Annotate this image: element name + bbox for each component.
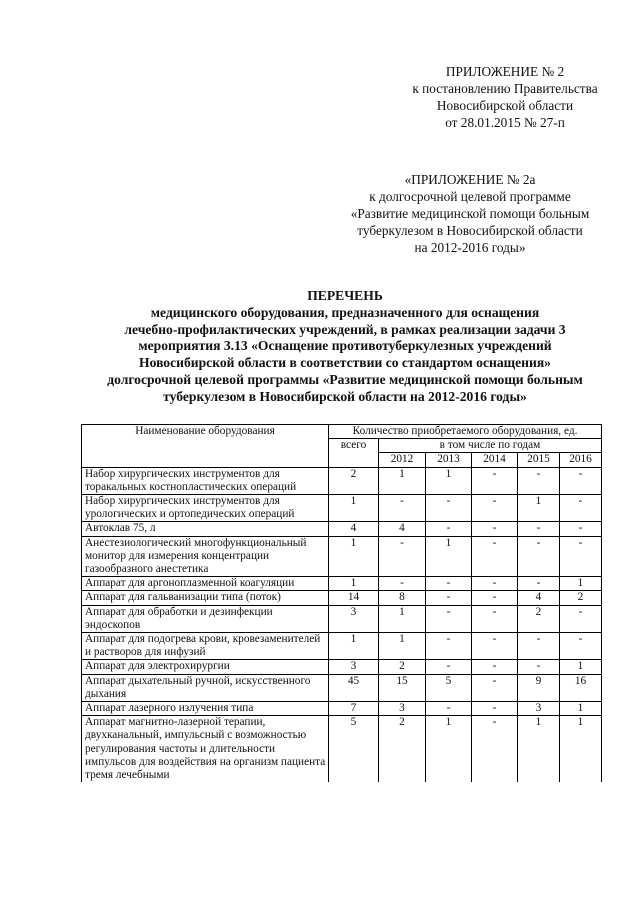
quantity-2012: 3 xyxy=(379,702,426,716)
quantity-2013: - xyxy=(426,522,472,536)
quantity-2012: - xyxy=(379,577,426,591)
equipment-table xyxy=(81,424,602,782)
quantity-2014: - xyxy=(472,633,518,660)
equipment-name: Аппарат лазерного излучения типа xyxy=(82,702,329,716)
quantity-2012: 1 xyxy=(379,633,426,660)
quantity-total: 5 xyxy=(329,716,379,783)
quantity-2013: - xyxy=(426,702,472,716)
appendix-header xyxy=(400,63,610,131)
appendix-date: от 28.01.2015 № 27-п xyxy=(445,115,565,130)
column-header-quantity: Количество приобретаемого оборудования, ед. xyxy=(329,425,602,439)
quantity-2013: 1 xyxy=(426,536,472,577)
quantity-2014: - xyxy=(472,660,518,674)
quantity-total: 3 xyxy=(329,660,379,674)
quantity-2014: - xyxy=(472,522,518,536)
title-line: мероприятия 3.13 «Оснащение противотуберкулезных учреждений xyxy=(138,338,552,354)
title-line: медицинского оборудования, предназначенного для оснащения xyxy=(150,304,540,320)
quantity-2016: - xyxy=(560,467,602,494)
quantity-2014: - xyxy=(472,674,518,701)
title-line: туберкулезом в Новосибирской области на 2012-2016 годы» xyxy=(163,388,527,404)
table-row xyxy=(82,674,602,701)
title-line: долгосрочной целевой программы «Развитие медицинской помощи больным xyxy=(107,371,583,387)
program-appendix-header xyxy=(318,171,622,256)
equipment-name: Аппарат для обработки и дезинфекции эндоскопов xyxy=(82,605,329,632)
column-header-year: 2013 xyxy=(426,453,472,467)
quantity-2016: - xyxy=(560,605,602,632)
quantity-2013: - xyxy=(426,577,472,591)
equipment-name: Аппарат для аргоноплазменной коагуляции xyxy=(82,577,329,591)
quantity-2015: - xyxy=(518,536,560,577)
column-header-name: Наименование оборудования xyxy=(82,425,329,468)
quantity-total: 1 xyxy=(329,577,379,591)
quantity-2016: 1 xyxy=(560,660,602,674)
table-row xyxy=(82,660,602,674)
table-row xyxy=(82,605,602,632)
quantity-2014: - xyxy=(472,577,518,591)
column-header-by-years: в том числе по годам xyxy=(379,439,602,453)
program-appendix-line: «Развитие медицинской помощи больным xyxy=(350,206,590,221)
quantity-2012: 15 xyxy=(379,674,426,701)
quantity-2013: 1 xyxy=(426,467,472,494)
quantity-2015: 1 xyxy=(518,495,560,522)
equipment-name: Аппарат дыхательный ручной, искусственного дыхания xyxy=(82,674,329,701)
equipment-name: Аппарат для подогрева крови, кровезаменителей и растворов для инфузий xyxy=(82,633,329,660)
quantity-2015: 3 xyxy=(518,702,560,716)
quantity-total: 2 xyxy=(329,467,379,494)
quantity-2014: - xyxy=(472,467,518,494)
quantity-2016: - xyxy=(560,633,602,660)
equipment-name: Аппарат для гальванизации типа (поток) xyxy=(82,591,329,605)
quantity-total: 7 xyxy=(329,702,379,716)
program-appendix-line: к долгосрочной целевой программе xyxy=(369,189,571,204)
appendix-line: Новосибирской области xyxy=(436,98,574,113)
quantity-2012: 2 xyxy=(379,716,426,783)
quantity-2016: 1 xyxy=(560,577,602,591)
column-header-year: 2015 xyxy=(518,453,560,467)
table-row xyxy=(82,633,602,660)
equipment-name: Аппарат магнитно-лазерной терапии, двухканальный, импульсный с возможностью регулирования частоты и длительности импульсов для воздействия на организм пациента тремя лечебными xyxy=(82,716,329,783)
quantity-2015: - xyxy=(518,633,560,660)
quantity-2014: - xyxy=(472,702,518,716)
table-row xyxy=(82,591,602,605)
quantity-2014: - xyxy=(472,716,518,783)
quantity-2016: - xyxy=(560,522,602,536)
quantity-2013: - xyxy=(426,591,472,605)
column-header-year: 2016 xyxy=(560,453,602,467)
column-header-total: всего xyxy=(329,439,379,467)
column-header-year: 2012 xyxy=(379,453,426,467)
quantity-2013: - xyxy=(426,633,472,660)
table-row xyxy=(82,467,602,494)
quantity-2012: 1 xyxy=(379,467,426,494)
table-row xyxy=(82,577,602,591)
quantity-2015: 9 xyxy=(518,674,560,701)
quantity-2015: 4 xyxy=(518,591,560,605)
table-row xyxy=(82,522,602,536)
quantity-2013: - xyxy=(426,605,472,632)
title-line: лечебно-профилактических учреждений, в рамках реализации задачи 3 xyxy=(124,321,566,337)
quantity-total: 1 xyxy=(329,536,379,577)
quantity-2013: 5 xyxy=(426,674,472,701)
quantity-total: 1 xyxy=(329,495,379,522)
quantity-2015: - xyxy=(518,522,560,536)
table-row xyxy=(82,716,602,783)
appendix-line: к постановлению Правительства xyxy=(412,81,598,96)
quantity-2016: 1 xyxy=(560,702,602,716)
column-header-year: 2014 xyxy=(472,453,518,467)
quantity-total: 45 xyxy=(329,674,379,701)
equipment-name: Набор хирургических инструментов для торакальных костнопластических операций xyxy=(82,467,329,494)
quantity-2015: - xyxy=(518,577,560,591)
quantity-2016: - xyxy=(560,495,602,522)
program-appendix-line: на 2012-2016 годы» xyxy=(414,240,526,255)
quantity-2016: 1 xyxy=(560,716,602,783)
quantity-2014: - xyxy=(472,495,518,522)
quantity-2013: 1 xyxy=(426,716,472,783)
equipment-name: Автоклав 75, л xyxy=(82,522,329,536)
quantity-2014: - xyxy=(472,536,518,577)
quantity-2012: 1 xyxy=(379,605,426,632)
quantity-total: 3 xyxy=(329,605,379,632)
quantity-2012: 2 xyxy=(379,660,426,674)
appendix-title: ПРИЛОЖЕНИЕ № 2 xyxy=(445,64,565,79)
quantity-2012: 8 xyxy=(379,591,426,605)
table-row xyxy=(82,536,602,577)
equipment-name: Аппарат для электрохирургии xyxy=(82,660,329,674)
quantity-total: 4 xyxy=(329,522,379,536)
quantity-2012: 4 xyxy=(379,522,426,536)
quantity-2016: 16 xyxy=(560,674,602,701)
title-line: Новосибирской области в соответствии со стандартом оснащения» xyxy=(139,355,551,371)
quantity-2016: - xyxy=(560,536,602,577)
quantity-2014: - xyxy=(472,605,518,632)
equipment-name: Анестезиологический многофункциональный монитор для измерения концентрации газообразного анестетика xyxy=(82,536,329,577)
title-heading: ПЕРЕЧЕНЬ xyxy=(307,288,383,303)
document-title xyxy=(50,288,640,406)
equipment-table-body xyxy=(82,467,602,782)
quantity-2015: 2 xyxy=(518,605,560,632)
quantity-2015: 1 xyxy=(518,716,560,783)
quantity-total: 14 xyxy=(329,591,379,605)
quantity-2012: - xyxy=(379,536,426,577)
quantity-total: 1 xyxy=(329,633,379,660)
quantity-2015: - xyxy=(518,467,560,494)
quantity-2012: - xyxy=(379,495,426,522)
quantity-2013: - xyxy=(426,495,472,522)
table-row xyxy=(82,495,602,522)
quantity-2014: - xyxy=(472,591,518,605)
quantity-2016: 2 xyxy=(560,591,602,605)
quantity-2015: - xyxy=(518,660,560,674)
program-appendix-title: «ПРИЛОЖЕНИЕ № 2а xyxy=(404,172,536,187)
program-appendix-line: туберкулезом в Новосибирской области xyxy=(357,223,583,238)
table-row xyxy=(82,702,602,716)
quantity-2013: - xyxy=(426,660,472,674)
equipment-name: Набор хирургических инструментов для урологических и ортопедических операций xyxy=(82,495,329,522)
